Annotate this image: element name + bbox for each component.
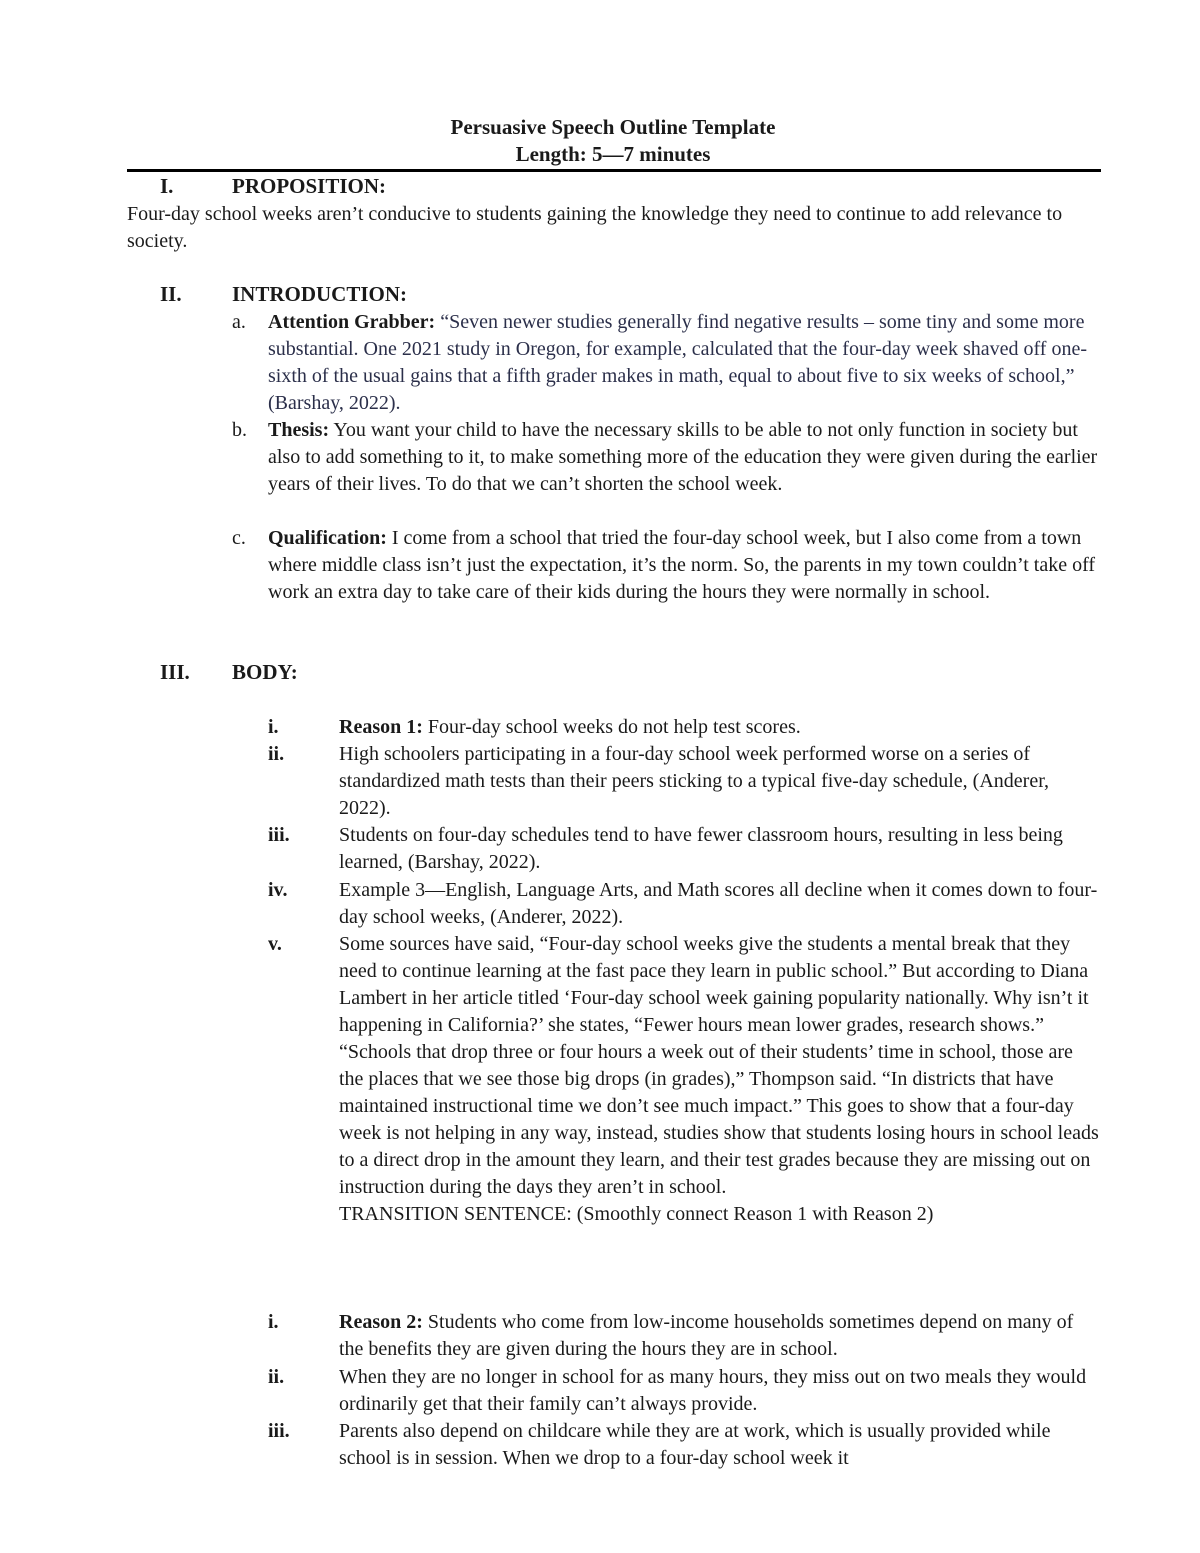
list-marker: c. <box>232 527 246 549</box>
list-marker: b. <box>232 419 247 441</box>
document-title-block <box>0 114 1200 168</box>
reason1-item <box>268 714 1102 741</box>
list-marker: i. <box>268 716 279 738</box>
list-marker: i. <box>268 1311 279 1333</box>
reason2-item <box>268 1364 1102 1418</box>
item-text: “Seven newer studies generally find negative results – some tiny and some more substantial. One 2021 study in Oregon, for example, calculated that the four-day week shaved off one-sixth of the usual gains that a fifth grader makes in math, equal to about five to six weeks of school,” (Barshay, 2022). <box>268 311 1087 414</box>
section-number: I. <box>160 174 174 198</box>
item-text: I come from a school that tried the four-day school week, but I also come from a town where middle class isn’t just the expectation, it’s the norm. So, the parents in my town couldn’t take off work an extra day to take care of their kids during the hours they were normally in school. <box>268 527 1096 603</box>
list-marker: v. <box>268 933 282 955</box>
section-label: INTRODUCTION: <box>232 282 408 306</box>
section-number: III. <box>160 660 190 684</box>
section-label: BODY: <box>232 660 298 684</box>
item-label: Attention Grabber: <box>268 311 436 333</box>
speech-length: Length: 5—7 minutes <box>515 142 711 166</box>
item-text: Parents also depend on childcare while they are at work, which is usually provided while school is in session. When we drop to a four-day school week it <box>339 1420 1051 1469</box>
intro-item-attention-grabber <box>232 309 1102 417</box>
reason1-item <box>268 741 1102 822</box>
section-label: PROPOSITION: <box>232 174 387 198</box>
reason1-item <box>268 877 1102 931</box>
item-label: Reason 2: <box>339 1311 423 1333</box>
intro-item-qualification <box>232 525 1102 606</box>
reason2-item <box>268 1418 1102 1472</box>
reason1-item <box>268 931 1102 1228</box>
list-marker: iv. <box>268 879 288 901</box>
item-label: Reason 1: <box>339 716 423 738</box>
proposition-text: Four-day school weeks aren’t conducive to students gaining the knowledge they need to continue to add relevance to society. <box>127 203 1063 252</box>
title-divider <box>127 169 1101 172</box>
item-label: Thesis: <box>268 419 330 441</box>
item-text: High schoolers participating in a four-day school week performed worse on a series of standardized math tests than their peers sticking to a typical five-day schedule, (Anderer, 2022). <box>339 743 1050 819</box>
list-marker: ii. <box>268 743 285 765</box>
list-marker: iii. <box>268 824 290 846</box>
item-text: Students on four-day schedules tend to have fewer classroom hours, resulting in less being learned, (Barshay, 2022). <box>339 824 1063 873</box>
reason2-item <box>268 1309 1102 1363</box>
section-number: II. <box>160 282 182 306</box>
list-marker: ii. <box>268 1366 285 1388</box>
item-text: Some sources have said, “Four-day school weeks give the students a mental break that they need to continue learning at the fast pace they learn in public school.” But according to Diana Lambert in her article titled ‘Four-day school week gaining popularity nationally. Why isn’t it happening in California?’ she states, “Fewer hours mean lower grades, research shows.” “Schools that drop three or four hours a week out of their students’ time in school, those are the places that we see those big drops (in grades),” Thompson said. “In districts that have maintained instructional time we don’t see much impact.” This goes to show that a four-day week is not helping in any way, instead, studies show that students losing hours in school leads to a direct drop in the amount they learn, and their test grades because they are missing out on instruction during the days they aren’t in school. <box>339 933 1099 1198</box>
item-text: You want your child to have the necessary skills to be able to not only function in society but also to add something to it, to make something more of the education they were given during the earlier years of their lives. To do that we can’t shorten the school week. <box>268 419 1098 495</box>
list-marker: a. <box>232 311 246 333</box>
item-text: When they are no longer in school for as many hours, they miss out on two meals they would ordinarily get that their family can’t always provide. <box>339 1366 1087 1415</box>
item-label: Qualification: <box>268 527 387 549</box>
reason1-item <box>268 822 1102 876</box>
item-text: Students who come from low-income households sometimes depend on many of the benefits they are given during the hours they are in school. <box>339 1311 1074 1360</box>
transition-sentence: TRANSITION SENTENCE: (Smoothly connect Reason 1 with Reason 2) <box>339 1203 934 1225</box>
document-title: Persuasive Speech Outline Template <box>450 115 776 139</box>
item-text: Four-day school weeks do not help test scores. <box>422 716 801 738</box>
intro-item-thesis <box>232 417 1102 498</box>
item-text: Example 3—English, Language Arts, and Math scores all decline when it comes down to four-day school weeks, (Anderer, 2022). <box>339 879 1098 928</box>
list-marker: iii. <box>268 1420 290 1442</box>
